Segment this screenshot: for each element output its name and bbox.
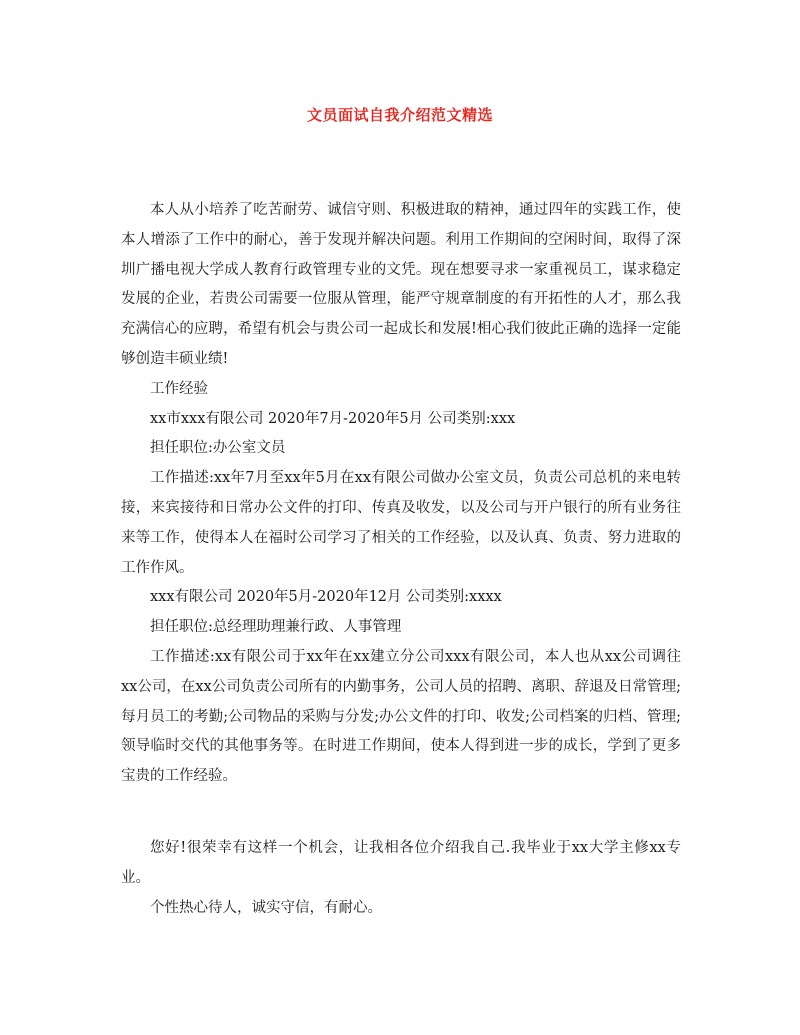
greeting-paragraph: 您好!很荣幸有这样一个机会，让我相各位介绍我自己.我毕业于xx大学主修xx专业。	[121, 840, 681, 886]
job-1-description: 工作描述:xx年7月至xx年5月在xx有限公司做办公室文员，负责公司总机的来电转接，来宾接待和日常办公文件的打印、传真及收发，以及公司与开户银行的所有业务往来等工作，使得本人在福时公司学习了相关的工作经验，以及认真、负责、努力进取的工作作风。	[121, 470, 681, 576]
job-2-position: 担任职位:总经理助理兼行政、人事管理	[150, 619, 402, 636]
job-1-company-line: xx市xxx有限公司 2020年7月-2020年5月 公司类别:xxx	[150, 410, 516, 427]
intro-paragraph: 本人从小培养了吃苦耐劳、诚信守则、积极进取的精神，通过四年的实践工作，使本人增添了工作中的耐心，善于发现并解决问题。利用工作期间的空闲时间，取得了深圳广播电视大学成人教育行政管理专业的文凭。现在想要寻求一家重视员工，谋求稳定发展的企业，若贵公司需要一位服从管理，能严守规章制度的有开拓性的人才，那么我充满信心的应聘，希望有机会与贵公司一起成长和发展!相心我们彼此正确的选择一定能够创造丰硕业绩!	[121, 202, 681, 367]
job-2-company-line: xxx有限公司 2020年5月-2020年12月 公司类别:xxxx	[150, 589, 502, 606]
job-2-description: 工作描述:xx有限公司于xx年在xx建立分公司xxx有限公司，本人也从xx公司调往xx公司，在xx公司负责公司所有的内勤事务，公司人员的招聘、离职、辞退及日常管理;每月员工的考勤;公司物品的采购与分发;办公文件的打印、收发;公司档案的归档、管理;领导临时交代的其他事务等。在时进工作期间，使本人得到进一步的成长，学到了更多宝贵的工作经验。	[121, 648, 681, 785]
work-experience-heading: 工作经验	[150, 380, 208, 397]
document-body-section-1	[121, 196, 681, 792]
job-1-position: 担任职位:办公室文员	[150, 440, 286, 457]
document-body-section-2	[121, 834, 681, 923]
document-title: 文员面试自我介绍范文精选	[306, 106, 493, 124]
personality-paragraph: 个性热心待人，诚实守信，有耐心。	[150, 899, 382, 916]
